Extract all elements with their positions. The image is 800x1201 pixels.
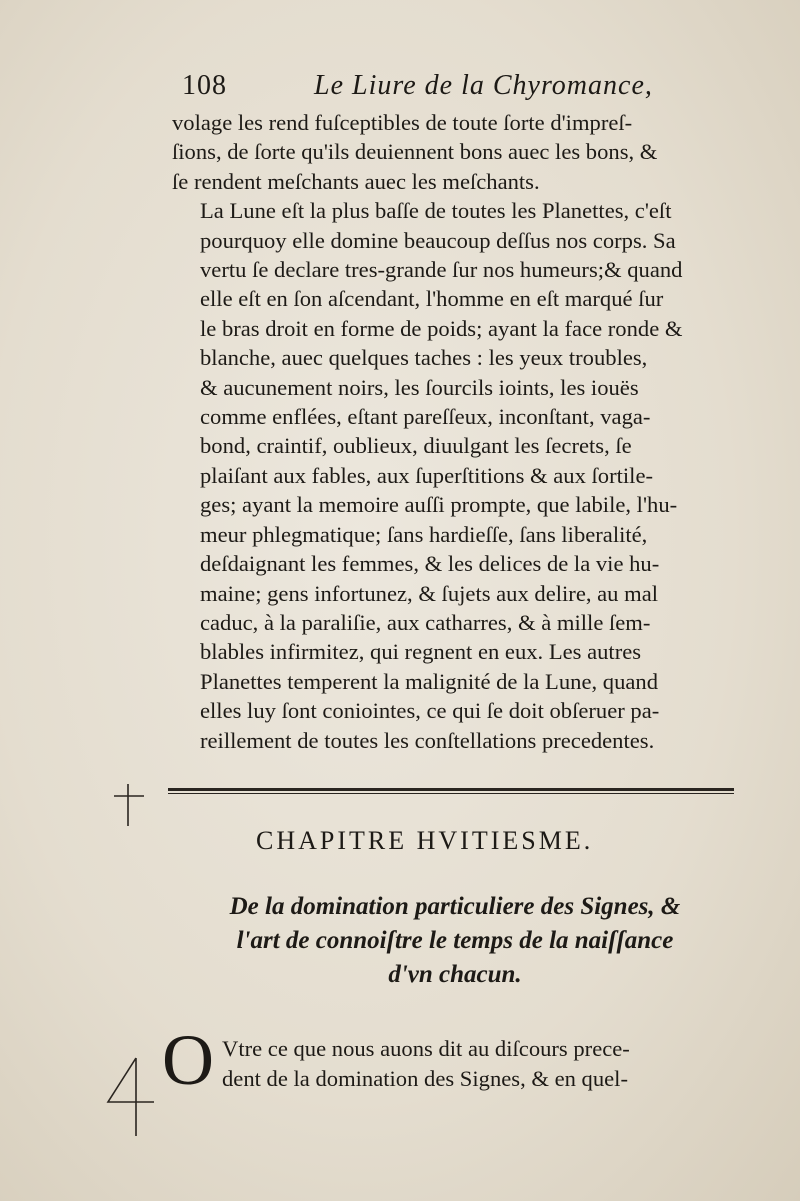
- drop-cap: O: [162, 1020, 214, 1100]
- text-line: blables infirmitez, qui regnent en eux. Les autres: [200, 639, 642, 665]
- text-line: dent de la domination des Signes, & en quel-: [222, 1066, 628, 1091]
- subtitle-line: De la domination particuliere des Signes, &: [229, 893, 681, 920]
- paragraph: [172, 196, 752, 755]
- text-line: plaiſant aux fables, aux ſuperſtitions & aux ſortile-: [200, 462, 654, 488]
- text-line: elles luy ſont coniointes, ce qui ſe doit obſeruer pa-: [200, 698, 660, 724]
- text-line: reillement de toutes les conſtellations precedentes.: [200, 727, 655, 753]
- text-line: ſe rendent meſchants auec les meſchants.: [172, 168, 540, 194]
- opening-lines: [222, 1034, 744, 1094]
- text-line: volage les rend fuſceptibles de toute ſorte d'impreſ-: [172, 110, 633, 135]
- text-line: Planettes temperent la malignité de la Lune, quand: [200, 668, 658, 694]
- text-line: blanche, auec quelques taches : les yeux troubles,: [200, 345, 648, 371]
- text-line: le bras droit en forme de poids; ayant la face ronde &: [200, 315, 683, 341]
- text-line: ſions, de ſorte qu'ils deuiennent bons auec les bons, &: [172, 139, 658, 165]
- paragraph: [172, 108, 752, 196]
- text-line: vertu ſe declare tres-grande ſur nos humeurs;& quand: [200, 257, 683, 283]
- chapter-title: CHAPITRE HVITIESME.: [256, 826, 594, 855]
- page-number: 108: [182, 70, 227, 101]
- running-title: Le Liure de la Chyromance,: [314, 70, 653, 101]
- text-line: pourquoy elle domine beaucoup deſſus nos corps. Sa: [200, 227, 676, 253]
- body-text: [172, 108, 752, 755]
- text-line: ges; ayant la memoire auſſi prompte, que labile, l'hu-: [200, 492, 678, 518]
- text-line: maine; gens infortunez, & ſujets aux delire, au mal: [200, 580, 659, 606]
- text-line: deſdaignant les femmes, & les delices de la vie hu-: [200, 551, 660, 577]
- subtitle-line: d'vn chacun.: [388, 961, 522, 988]
- text-line: Vtre ce que nous auons dit au diſcours prece-: [222, 1036, 630, 1061]
- text-line: meur phlegmatique; ſans hardieſſe, ſans liberalité,: [200, 521, 648, 547]
- subtitle-line: l'art de connoiſtre le temps de la naiſſance: [236, 927, 674, 954]
- page-header: [182, 70, 742, 110]
- text-line: La Lune eſt la plus baſſe de toutes les Planettes, c'eſt: [200, 198, 672, 224]
- chapter-subtitle: [160, 890, 750, 992]
- text-line: comme enflées, eſtant pareſſeux, inconſtant, vaga-: [200, 404, 651, 430]
- section-rule: [168, 788, 734, 794]
- cross-mark-icon: [108, 780, 148, 830]
- text-line: & aucunement noirs, les ſourcils ioints, les iouës: [200, 374, 639, 400]
- handwritten-four-icon: [100, 1050, 160, 1140]
- text-line: bond, craintif, oublieux, diuulgant les ſecrets, ſe: [200, 433, 632, 459]
- text-line: elle eſt en ſon aſcendant, l'homme en eſt marqué ſur: [200, 286, 664, 312]
- text-line: caduc, à la paraliſie, aux catharres, & à mille ſem-: [200, 609, 651, 635]
